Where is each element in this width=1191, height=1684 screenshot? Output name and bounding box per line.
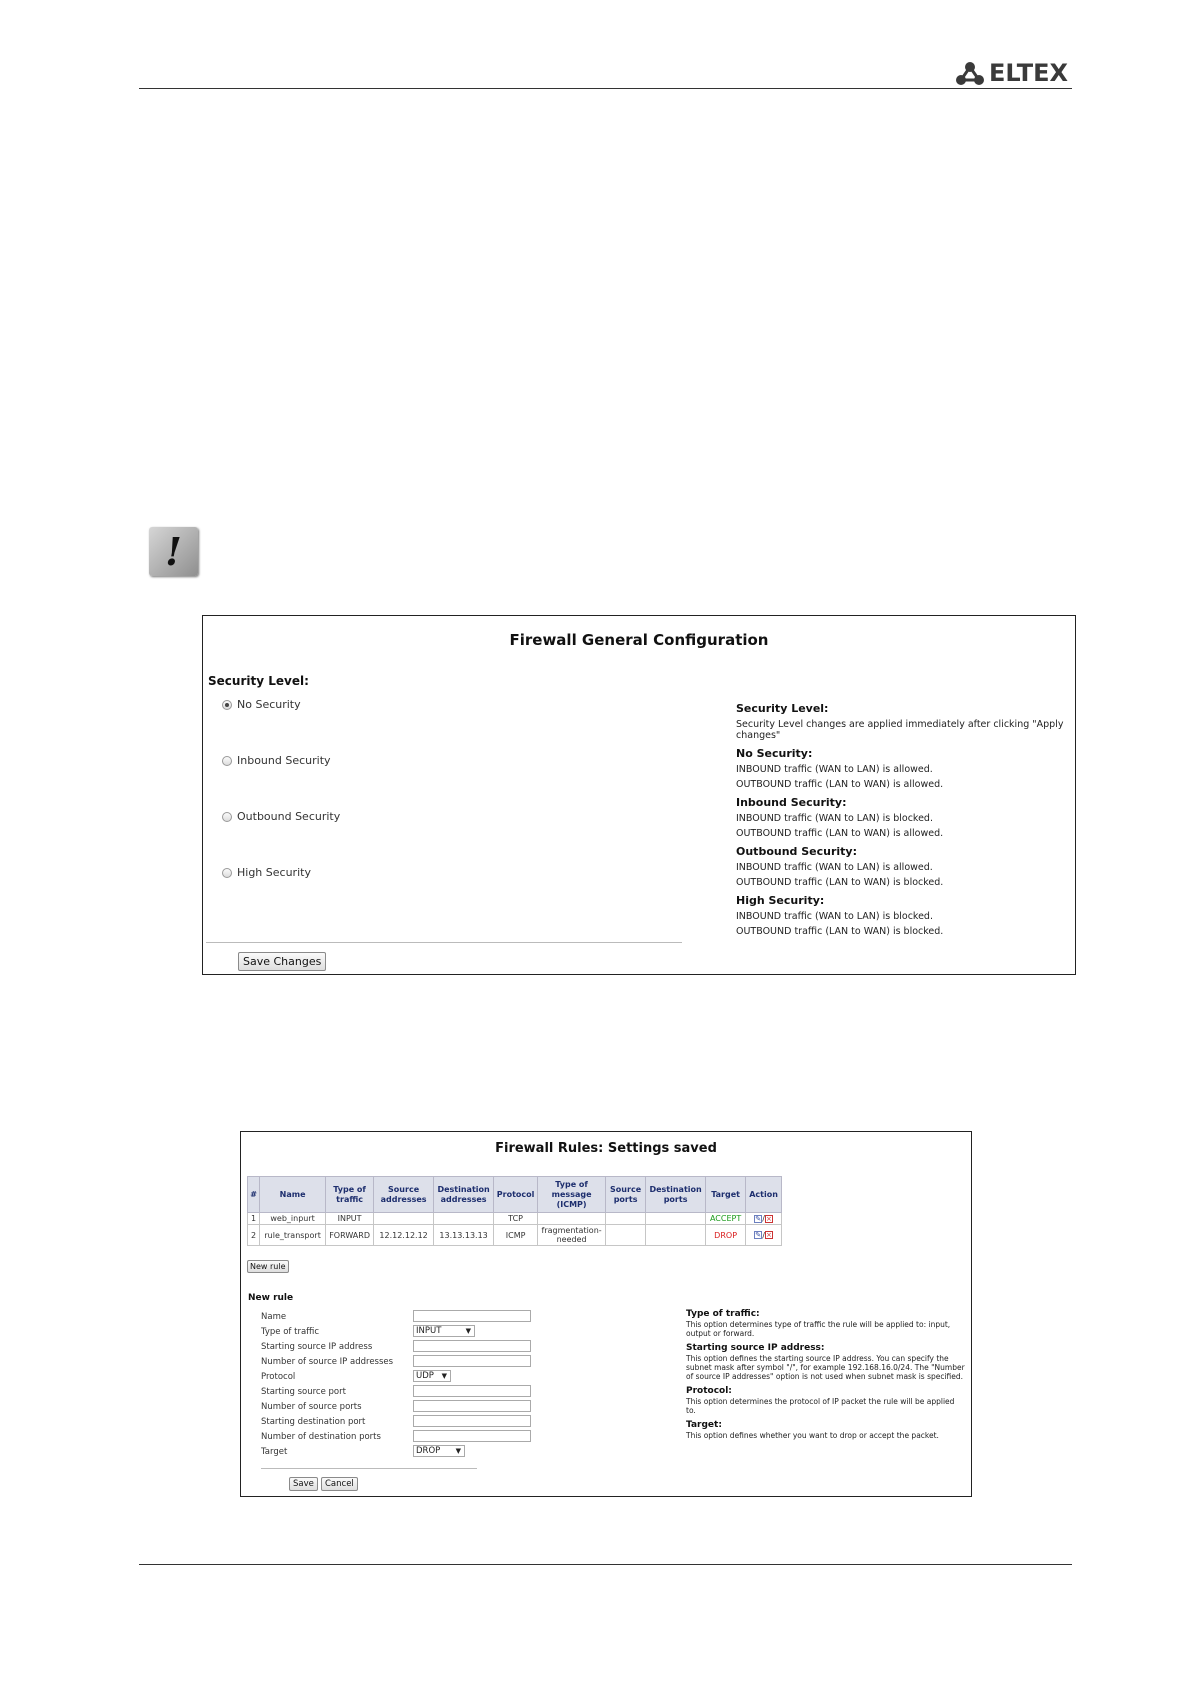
label-type-of-traffic: Type of traffic (261, 1327, 320, 1337)
label-name: Name (261, 1312, 287, 1322)
firewall-general-panel (202, 615, 1076, 975)
header-rule (139, 88, 1072, 89)
column-header: Destination addresses (434, 1177, 494, 1213)
column-header: # (248, 1177, 260, 1213)
form-divider (206, 942, 682, 943)
save-changes-button[interactable]: Save Changes (238, 952, 326, 971)
cell-protocol: ICMP (494, 1225, 538, 1246)
cell-src: 12.12.12.12 (374, 1225, 434, 1246)
table-row (248, 1225, 782, 1246)
cell-protocol: TCP (494, 1213, 538, 1225)
type-of-traffic-select[interactable] (413, 1325, 475, 1337)
action-separator: / (762, 1214, 765, 1223)
num-src-ip-input[interactable] (413, 1355, 531, 1367)
column-header: Type of traffic (326, 1177, 374, 1213)
help-heading: Starting source IP address: (686, 1343, 825, 1353)
help-text: This option determines the protocol of IP packet the rule will be applied to. (686, 1397, 955, 1415)
help-text: INBOUND traffic (WAN to LAN) is blocked. (736, 813, 933, 824)
help-panel (686, 1304, 966, 1440)
logo-text: ELTEX (989, 59, 1068, 87)
warning-icon: ! (149, 527, 198, 576)
new-rule-button[interactable]: New rule (247, 1260, 289, 1273)
cell-name: web_inpurt (260, 1213, 326, 1225)
selected-value: DROP (416, 1446, 441, 1456)
cell-type: FORWARD (326, 1225, 374, 1246)
start-src-port-input[interactable] (413, 1385, 531, 1397)
radio-no-security[interactable] (222, 698, 301, 711)
chevron-down-icon: ▼ (465, 1327, 471, 1335)
label-target: Target (261, 1447, 288, 1457)
radio-high-security[interactable] (222, 866, 311, 879)
cell-dst (434, 1213, 494, 1225)
footer-rule (139, 1564, 1072, 1565)
cancel-button[interactable]: Cancel (321, 1477, 358, 1491)
help-panel (736, 696, 1066, 937)
column-header: Protocol (494, 1177, 538, 1213)
help-text: OUTBOUND traffic (LAN to WAN) is allowed. (736, 828, 944, 839)
cell-num: 1 (248, 1213, 260, 1225)
cell-action (746, 1225, 782, 1246)
cell-icmp (538, 1213, 606, 1225)
cell-action (746, 1213, 782, 1225)
cell-dst: 13.13.13.13 (434, 1225, 494, 1246)
edit-icon[interactable]: ✎ (755, 1231, 762, 1239)
eltex-logo-icon (955, 60, 985, 86)
radio-button[interactable] (222, 756, 232, 766)
help-text: Security Level changes are applied immediately after clicking "Apply changes" (736, 719, 1064, 741)
help-heading: No Security: (736, 747, 813, 760)
label-num-src-ip: Number of source IP addresses (261, 1357, 394, 1367)
firewall-rules-panel (240, 1131, 972, 1497)
radio-label: High Security (237, 866, 311, 879)
cell-sports (606, 1213, 646, 1225)
num-src-ports-input[interactable] (413, 1400, 531, 1412)
name-input[interactable] (413, 1310, 531, 1322)
security-level-label: Security Level: (208, 674, 309, 688)
help-text: INBOUND traffic (WAN to LAN) is allowed. (736, 862, 933, 873)
radio-label: Inbound Security (237, 754, 331, 767)
rules-table (247, 1176, 782, 1246)
help-heading: Protocol: (686, 1386, 732, 1396)
cell-dports (646, 1225, 706, 1246)
delete-icon[interactable]: × (766, 1214, 772, 1223)
help-text: OUTBOUND traffic (LAN to WAN) is allowed. (736, 779, 944, 790)
help-heading: Target: (686, 1420, 722, 1430)
action-separator: / (762, 1230, 765, 1240)
column-header: Type of message (ICMP) (538, 1177, 606, 1213)
help-heading: Inbound Security: (736, 796, 847, 809)
label-num-dst-ports: Number of destination ports (261, 1432, 381, 1442)
delete-icon[interactable]: × (766, 1231, 772, 1239)
radio-button[interactable] (222, 868, 232, 878)
cell-name: rule_transport (260, 1225, 326, 1246)
chevron-down-icon: ▼ (455, 1447, 461, 1455)
help-heading: Type of traffic: (686, 1309, 760, 1319)
cell-sports (606, 1225, 646, 1246)
column-header: Destination ports (646, 1177, 706, 1213)
label-start-dst-port: Starting destination port (261, 1417, 366, 1427)
label-num-src-ports: Number of source ports (261, 1402, 362, 1412)
cell-icmp: fragmentation-needed (538, 1225, 606, 1246)
start-src-ip-input[interactable] (413, 1340, 531, 1352)
cell-type: INPUT (326, 1213, 374, 1225)
radio-button[interactable] (222, 700, 232, 710)
cell-dports (646, 1213, 706, 1225)
help-text: This option defines whether you want to drop or accept the packet. (686, 1431, 939, 1440)
target-select[interactable] (413, 1445, 465, 1457)
help-heading: Outbound Security: (736, 845, 857, 858)
table-header-row (248, 1177, 782, 1213)
new-rule-heading: New rule (248, 1293, 294, 1303)
column-header: Source ports (606, 1177, 646, 1213)
help-text: This option determines type of traffic the rule will be applied to: input, output or forward. (686, 1320, 951, 1338)
help-text: INBOUND traffic (WAN to LAN) is blocked. (736, 911, 933, 922)
cell-target: ACCEPT (706, 1213, 746, 1225)
label-start-src-ip: Starting source IP address (261, 1342, 373, 1352)
radio-button[interactable] (222, 812, 232, 822)
cell-num: 2 (248, 1225, 260, 1246)
column-header: Target (706, 1177, 746, 1213)
edit-icon[interactable]: ✎ (755, 1214, 762, 1223)
label-start-src-port: Starting source port (261, 1387, 346, 1397)
form-divider (261, 1468, 477, 1469)
cell-target: DROP (706, 1225, 746, 1246)
protocol-select[interactable] (413, 1370, 451, 1382)
column-header: Name (260, 1177, 326, 1213)
radio-label: No Security (237, 698, 301, 711)
help-text: This option defines the starting source IP address. You can specify the subnet mask after symbol "/", for example 192.168.16.0/24. The "Number of source IP addresses" option is not used when subnet mask is specified. (686, 1354, 965, 1381)
label-protocol: Protocol (261, 1372, 296, 1382)
help-text: INBOUND traffic (WAN to LAN) is allowed. (736, 764, 933, 775)
cell-src (374, 1213, 434, 1225)
table-row (248, 1213, 782, 1225)
column-header: Action (746, 1177, 782, 1213)
selected-value: INPUT (416, 1326, 442, 1336)
num-dst-ports-input[interactable] (413, 1430, 531, 1442)
help-heading: Security Level: (736, 702, 829, 715)
panel-title: Firewall Rules: Settings saved (495, 1141, 717, 1156)
chevron-down-icon: ▼ (441, 1372, 447, 1380)
start-dst-port-input[interactable] (413, 1415, 531, 1427)
radio-outbound-security[interactable] (222, 810, 340, 823)
panel-title: Firewall General Configuration (509, 631, 769, 649)
column-header: Source addresses (374, 1177, 434, 1213)
help-text: OUTBOUND traffic (LAN to WAN) is blocked. (736, 926, 944, 937)
save-button[interactable]: Save (289, 1477, 318, 1491)
radio-label: Outbound Security (237, 810, 341, 823)
radio-inbound-security[interactable] (222, 754, 331, 767)
help-text: OUTBOUND traffic (LAN to WAN) is blocked. (736, 877, 944, 888)
selected-value: UDP (416, 1371, 434, 1381)
eltex-logo (955, 58, 1075, 88)
help-heading: High Security: (736, 894, 825, 907)
